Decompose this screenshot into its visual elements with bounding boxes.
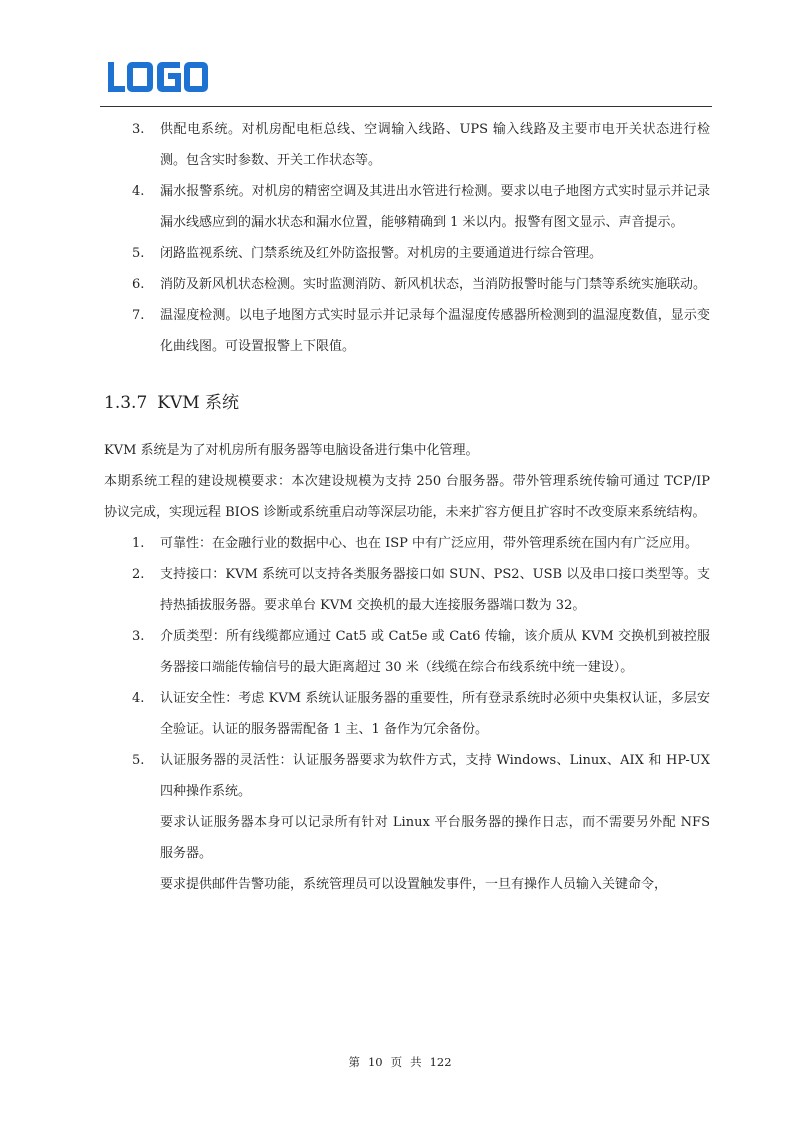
list-item-number: 3. xyxy=(132,122,145,137)
page-footer xyxy=(0,1054,800,1070)
list-item-number: 4. xyxy=(132,691,145,706)
list-item-text: 漏水报警系统。对机房的精密空调及其进出水管进行检测。要求以电子地图方式实时显示并记录漏水线感应到的漏水状态和漏水位置，能够精确到 1 米以内。报警有图文显示、声音提示。 xyxy=(160,184,710,230)
indented-paragraph: 要求提供邮件告警功能，系统管理员可以设置触发事件，一旦有操作人员输入关键命令， xyxy=(160,877,668,892)
page-content xyxy=(104,114,710,900)
list-item-number: 1. xyxy=(132,536,145,551)
paragraph: KVM 系统是为了对机房所有服务器等电脑设备进行集中化管理。 xyxy=(104,443,479,458)
list-item xyxy=(104,683,710,745)
list-item-text: 支持接口：KVM 系统可以支持各类服务器接口如 SUN、PS2、USB 以及串口接口类型等。支持热插拔服务器。要求单台 KVM 交换机的最大连接服务器端口数为 32。 xyxy=(160,567,710,613)
section-title: KVM 系统 xyxy=(157,393,240,413)
list-item-number: 5. xyxy=(132,753,145,768)
page-number: 10 xyxy=(367,1055,383,1069)
list-item-number: 5. xyxy=(132,246,145,261)
list-item-text: 可靠性：在金融行业的数据中心、也在 ISP 中有广泛应用，带外管理系统在国内有广泛应用。 xyxy=(160,536,699,551)
list-item xyxy=(104,176,710,238)
list-bottom xyxy=(104,528,710,807)
section-heading xyxy=(104,392,710,414)
list-item xyxy=(104,114,710,176)
footer-prefix: 第 xyxy=(348,1055,360,1069)
list-item xyxy=(104,559,710,621)
indented-paragraph: 要求认证服务器本身可以记录所有针对 Linux 平台服务器的操作日志，而不需要另外配 NFS 服务器。 xyxy=(160,815,710,861)
footer-page-label: 页 xyxy=(390,1055,403,1069)
list-item-number: 6. xyxy=(132,277,145,292)
list-item-text: 认证服务器的灵活性：认证服务器要求为软件方式，支持 Windows、Linux、AIX 和 HP-UX 四种操作系统。 xyxy=(160,753,710,799)
section-number: 1.3.7 xyxy=(104,393,148,413)
footer-total-label: 共 xyxy=(410,1055,422,1069)
total-pages: 122 xyxy=(429,1055,452,1069)
list-item-text: 供配电系统。对机房配电柜总线、空调输入线路、UPS 输入线路及主要市电开关状态进行检测。包含实时参数、开关工作状态等。 xyxy=(160,122,710,168)
list-item-text: 温湿度检测。以电子地图方式实时显示并记录每个温湿度传感器所检测到的温湿度数值，显示变化曲线图。可设置报警上下限值。 xyxy=(160,308,710,354)
list-item-number: 4. xyxy=(132,184,145,199)
list-item-text: 消防及新风机状态检测。实时监测消防、新风机状态，当消防报警时能与门禁等系统实施联动。 xyxy=(160,277,707,292)
list-item xyxy=(104,621,710,683)
list-item xyxy=(104,300,710,362)
list-item xyxy=(104,528,710,559)
paragraph: 本期系统工程的建设规模要求：本次建设规模为支持 250 台服务器。带外管理系统传输可通过 TCP/IP 协议完成，实现远程 BIOS 诊断或系统重启动等深层功能，未来扩容方便且扩容时不改变原来系统结构。 xyxy=(104,474,710,520)
list-item-number: 3. xyxy=(132,629,145,644)
list-top xyxy=(104,114,710,362)
logo xyxy=(108,62,208,96)
list-item xyxy=(104,269,710,300)
list-item-number: 7. xyxy=(132,308,145,323)
header-divider xyxy=(100,106,712,107)
list-item-text: 介质类型：所有线缆都应通过 Cat5 或 Cat5e 或 Cat6 传输，该介质从 KVM 交换机到被控服务器接口端能传输信号的最大距离超过 30 米（线缆在综合布线系统中统一建设）。 xyxy=(160,629,710,675)
list-item-text: 闭路监视系统、门禁系统及红外防盗报警。对机房的主要通道进行综合管理。 xyxy=(160,246,603,261)
list-item-text: 认证安全性：考虑 KVM 系统认证服务器的重要性，所有登录系统时必须中央集权认证，多层安全验证。认证的服务器需配备 1 主、1 备作为冗余备份。 xyxy=(160,691,710,737)
list-item xyxy=(104,238,710,269)
logo-graphic xyxy=(108,62,208,92)
list-item xyxy=(104,745,710,807)
list-item-number: 2. xyxy=(132,567,145,582)
